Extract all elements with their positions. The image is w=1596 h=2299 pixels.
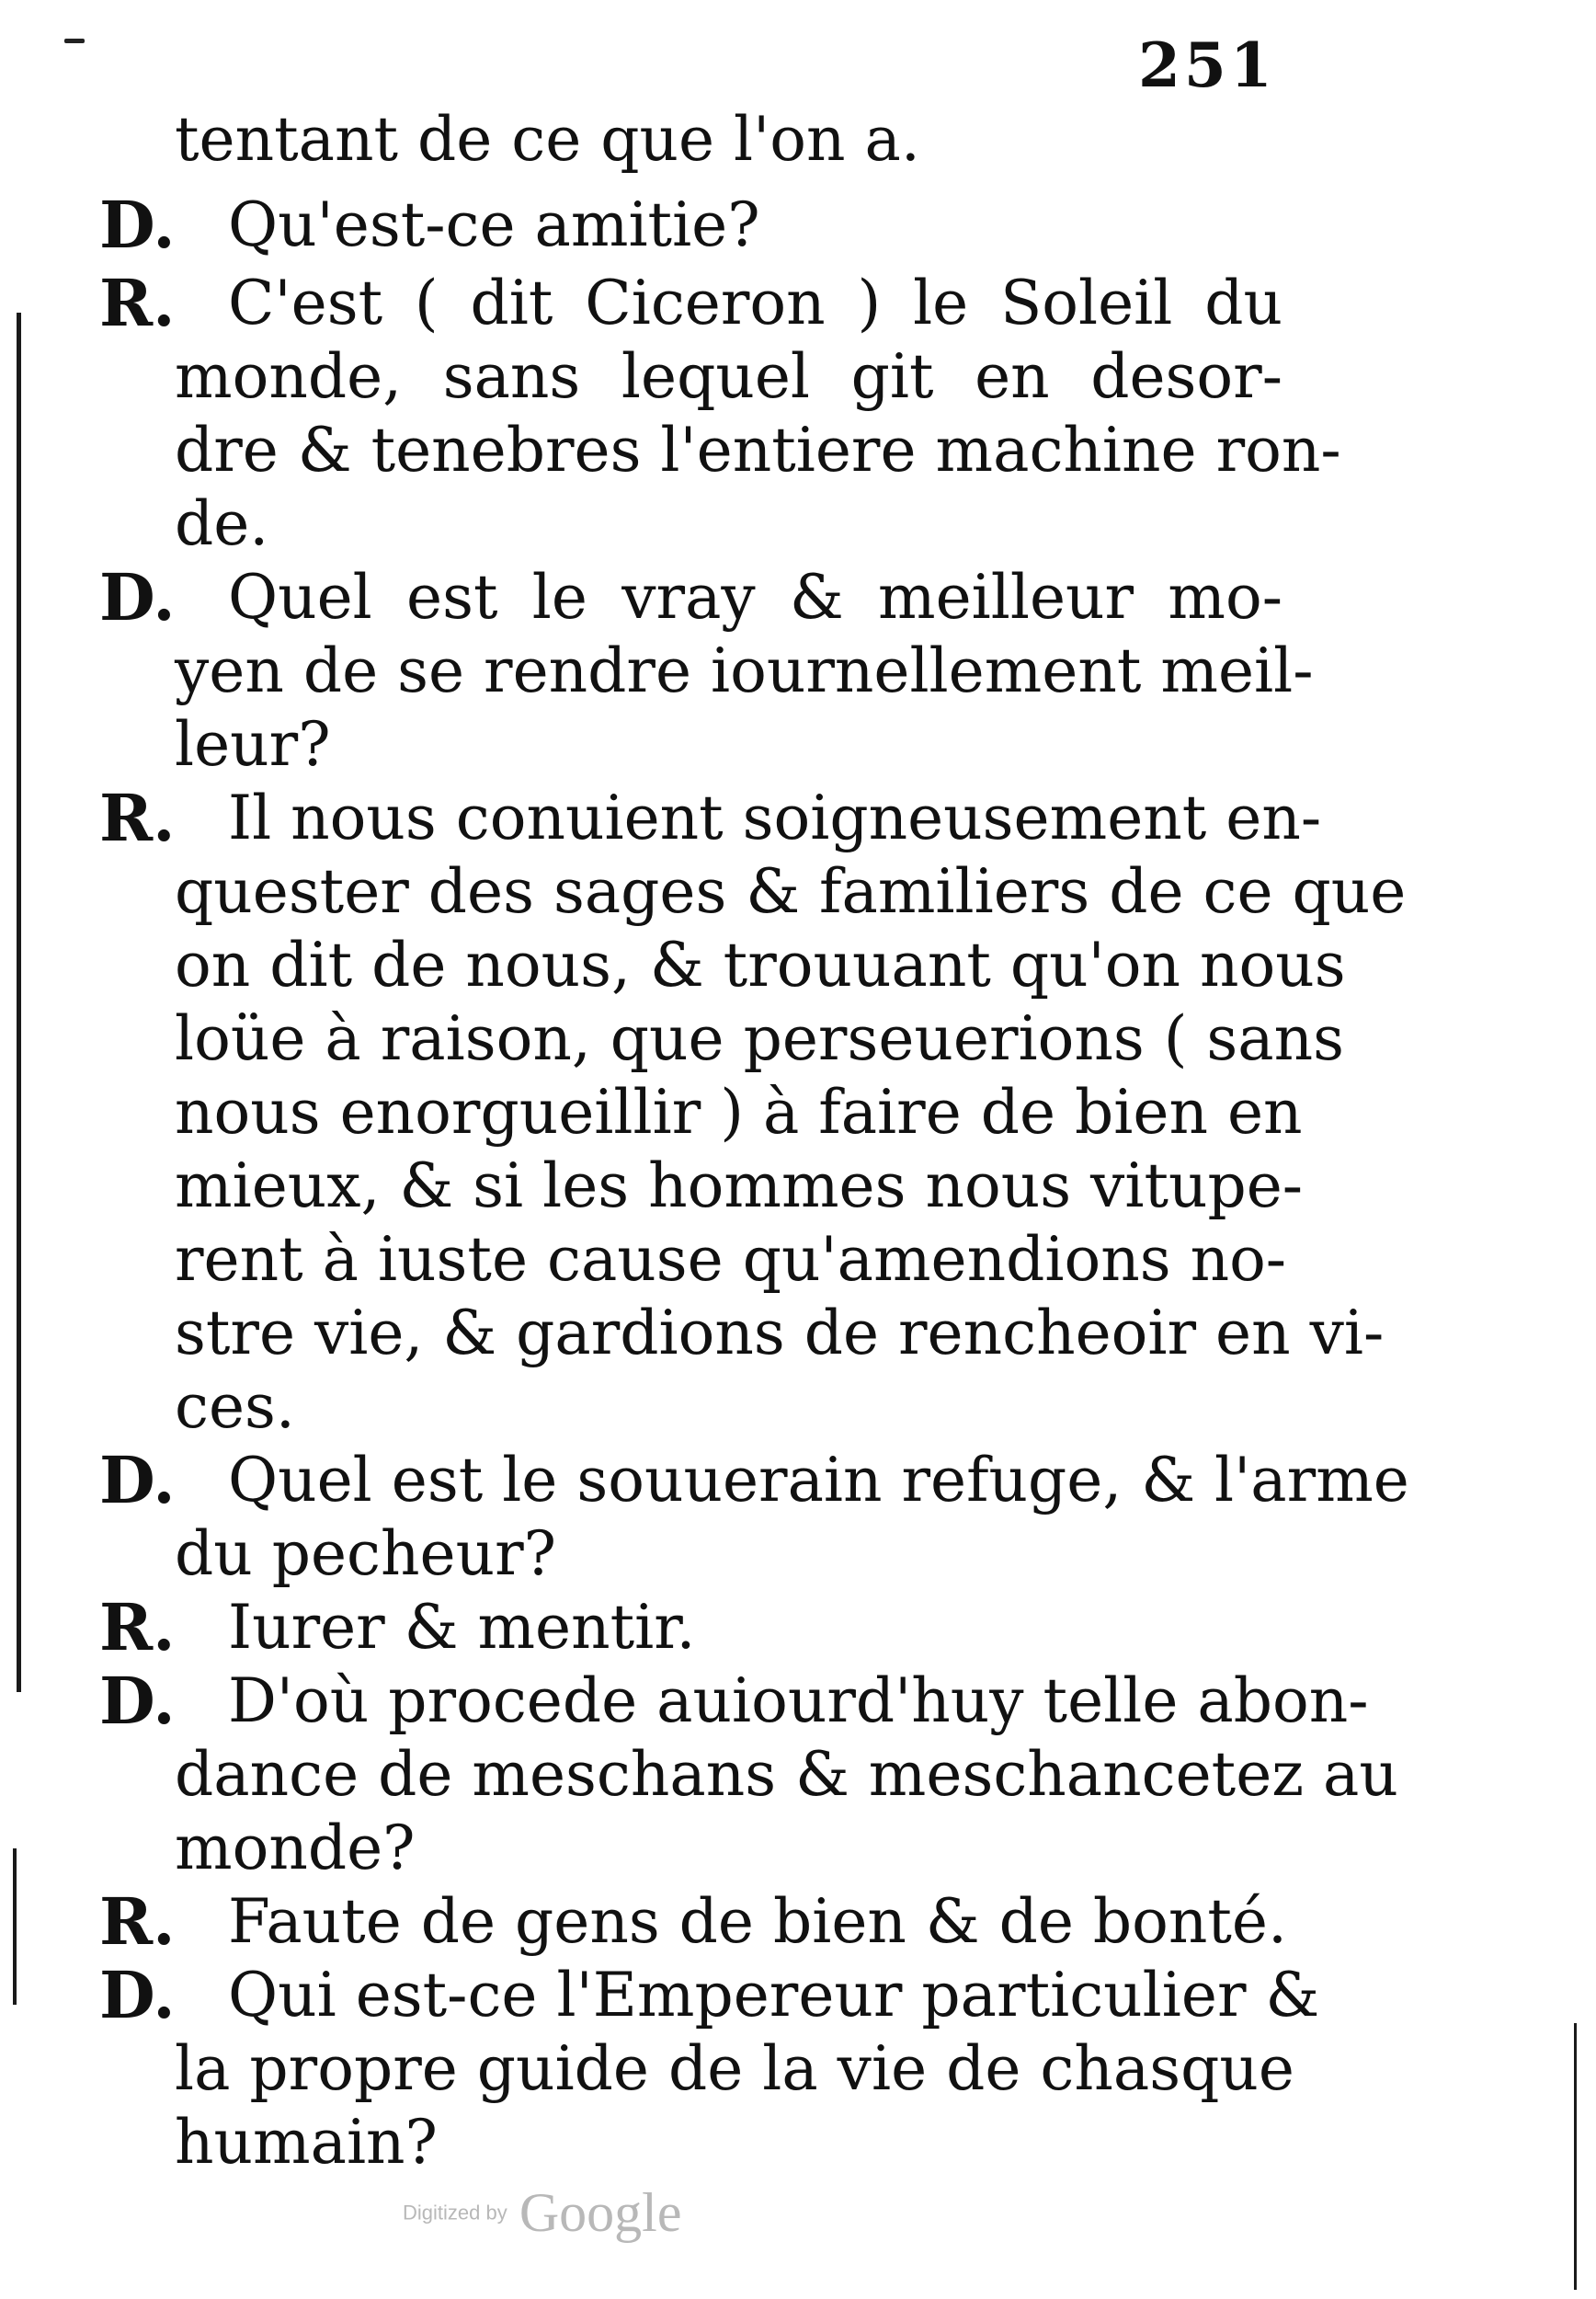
answer-line: C'est ( dit Ciceron ) le Soleil du: [228, 268, 1282, 338]
answer-line: rent à iuste cause qu'amendions no-: [175, 1224, 1287, 1295]
answer-marker: R.: [99, 780, 176, 856]
question-marker: D.: [99, 1442, 176, 1518]
right-margin-rule: [1574, 2023, 1577, 2290]
question-line: Qui est-ce l'Empereur particulier &: [228, 1960, 1320, 2030]
question-line: yen de se rendre iournellement meil-: [175, 635, 1314, 706]
answer-line: Iurer & mentir.: [228, 1592, 696, 1663]
question-line: leur?: [175, 709, 331, 780]
answer-line: stre vie, & gardions de rencheoir en vi-: [175, 1298, 1385, 1368]
answer-line: nous enorgueillir ) à faire de bien en: [175, 1077, 1303, 1148]
top-left-mark: [64, 39, 85, 43]
answer-line: monde, sans lequel git en desor-: [175, 341, 1282, 412]
question-marker: D.: [99, 187, 176, 263]
answer-line: loüe à raison, que perseuerions ( sans: [175, 1003, 1345, 1074]
question-line: Quel est le vray & meilleur mo-: [228, 562, 1282, 633]
question-line: Qu'est-ce amitie?: [228, 189, 760, 260]
question-line: Quel est le souuerain refuge, & l'arme: [228, 1445, 1409, 1516]
question-line: D'où procede auiourd'huy telle abon-: [228, 1665, 1369, 1736]
page-number: 251: [1138, 29, 1276, 101]
question-line: la propre guide de la vie de chasque: [175, 2033, 1294, 2104]
answer-line: on dit de nous, & trouuant qu'on nous: [175, 930, 1346, 1001]
running-line: tentant de ce que l'on a.: [175, 104, 920, 175]
digitization-watermark: [403, 2181, 681, 2245]
question-marker: D.: [99, 1663, 176, 1739]
answer-line: quester des sages & familiers de ce que: [175, 856, 1407, 927]
question-line: monde?: [175, 1813, 416, 1883]
answer-line: de.: [175, 488, 269, 559]
answer-marker: R.: [99, 265, 176, 341]
left-margin-rule: [17, 313, 21, 1692]
question-marker: D.: [99, 1957, 176, 2033]
answer-line: ces.: [175, 1371, 295, 1442]
question-marker: D.: [99, 559, 176, 635]
answer-marker: R.: [99, 1589, 176, 1665]
left-margin-rule-lower: [13, 1848, 17, 2005]
answer-line: Faute de gens de bien & de bonté.: [228, 1886, 1287, 1957]
answer-marker: R.: [99, 1883, 176, 1960]
answer-line: Il nous conuient soigneusement en-: [228, 783, 1322, 853]
answer-line: mieux, & si les hommes nous vitupe-: [175, 1150, 1304, 1221]
question-line: du pecheur?: [175, 1518, 557, 1589]
digitized-prefix: Digitized by: [403, 2201, 507, 2225]
answer-line: dre & tenebres l'entiere machine ron-: [175, 415, 1341, 486]
digitizer-logo: Google: [519, 2182, 682, 2243]
question-line: dance de meschans & meschancetez au: [175, 1739, 1398, 1810]
question-line: humain?: [175, 2107, 438, 2178]
